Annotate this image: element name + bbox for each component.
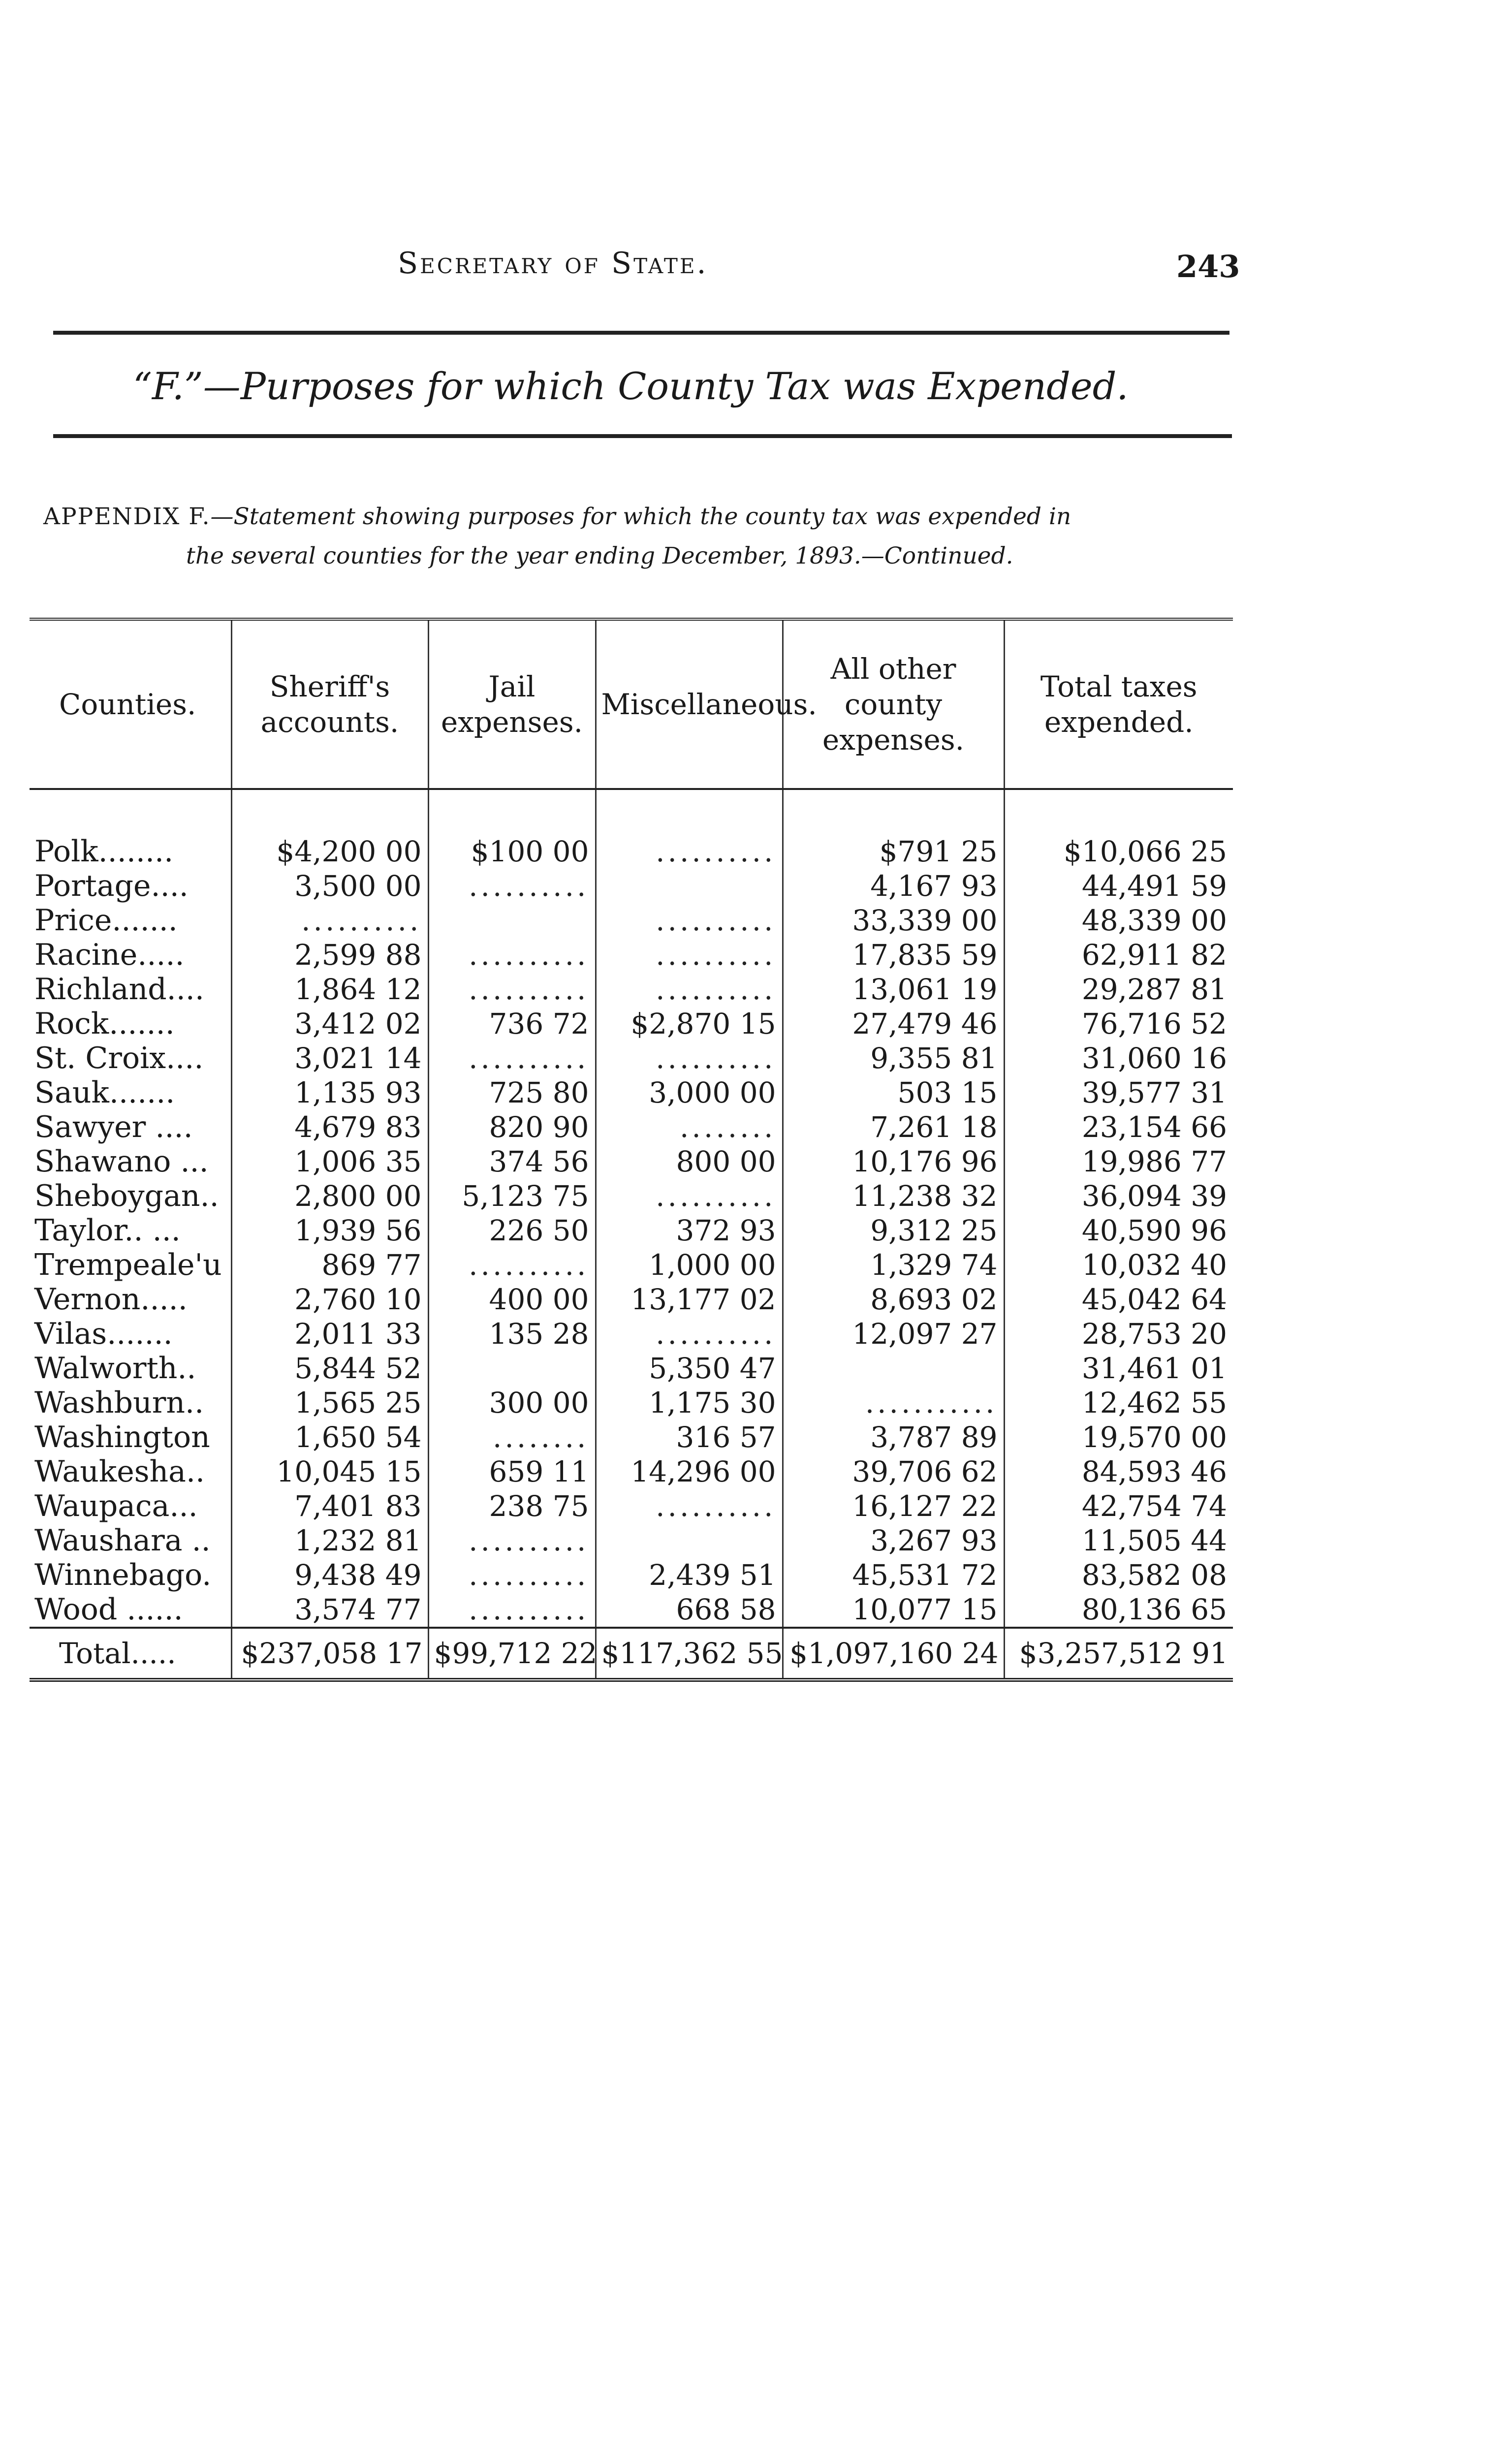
cell-other: 27,479 46 [783,1007,1004,1041]
cell-county: Price....... [34,903,178,938]
cell-other: 33,339 00 [783,903,1004,938]
cell-sheriffs: .......... [231,903,428,938]
table-row [30,1041,1233,1075]
running-title: Secretary of State. [398,246,708,281]
cell-total: 62,911 82 [1004,938,1233,972]
cell-sheriffs: 7,401 83 [231,1489,428,1523]
cell-county: Trempeale'u [34,1248,222,1282]
cell-other: 17,835 59 [783,938,1004,972]
cell-sheriffs: 2,011 33 [231,1317,428,1351]
cell-misc: .......... [596,1179,783,1213]
cell-sheriffs: 3,574 77 [231,1592,428,1628]
table-row [30,1248,1233,1282]
county-tax-table [30,618,1233,1682]
cell-county: Polk........ [34,834,174,869]
table-row [30,972,1233,1007]
cell-jail: 659 11 [428,1454,596,1489]
cell-jail: .......... [428,938,596,972]
table-row [30,1179,1233,1213]
cell-jail [428,1351,596,1386]
cell-misc: 372 93 [596,1213,783,1248]
cell-misc: 5,350 47 [596,1351,783,1386]
cell-misc: $2,870 15 [596,1007,783,1041]
cell-total: 39,577 31 [1004,1075,1233,1110]
table-row [30,1282,1233,1317]
cell-total: 19,570 00 [1004,1420,1233,1454]
cell-county: Rock....... [34,1007,175,1041]
cell-misc: 668 58 [596,1592,783,1628]
cell-misc: 1,175 30 [596,1386,783,1420]
table-row [30,1075,1233,1110]
cell-total: 45,042 64 [1004,1282,1233,1317]
cell-sheriffs: 869 77 [231,1248,428,1282]
cell-other: 3,787 89 [783,1420,1004,1454]
caption-line-1: —Statement showing purposes for which the county tax was expended in [210,503,1071,530]
cell-sheriffs: 3,021 14 [231,1041,428,1075]
cell-county: Sheboygan.. [34,1179,219,1213]
cell-jail: .......... [428,972,596,1007]
cell-misc: 14,296 00 [596,1454,783,1489]
table-row [30,1007,1233,1041]
page-number: 243 [1176,249,1240,284]
table-row [30,1317,1233,1351]
cell-sheriffs: 10,045 15 [231,1454,428,1489]
cell-jail [428,903,596,938]
col-header-total-taxes: Total taxes expended. [1004,619,1233,789]
cell-misc: .......... [596,1041,783,1075]
cell-other [783,1351,1004,1386]
table-row [30,903,1233,938]
cell-county: Racine..... [34,938,185,972]
cell-sheriffs: 9,438 49 [231,1558,428,1592]
total-jail: $99,712 22 [428,1628,596,1680]
cell-total: 28,753 20 [1004,1317,1233,1351]
rule-under-title [53,434,1232,438]
table-row [30,834,1233,869]
cell-other: 7,261 18 [783,1110,1004,1144]
cell-county: Wood ...... [34,1592,183,1627]
cell-jail: .......... [428,1041,596,1075]
total-misc: $117,362 55 [596,1628,783,1680]
cell-total: 31,461 01 [1004,1351,1233,1386]
cell-county: Waupaca... [34,1489,198,1523]
cell-jail: .......... [428,1248,596,1282]
cell-other: 4,167 93 [783,869,1004,903]
cell-county: Sauk....... [34,1075,175,1110]
cell-county: Washington [34,1420,210,1454]
cell-jail: $100 00 [428,834,596,869]
total-row [30,1628,1233,1680]
cell-county: St. Croix.... [34,1041,204,1075]
cell-county: Walworth.. [34,1351,196,1386]
cell-county: Vernon..... [34,1282,188,1317]
col-header-all-other: All other county expenses. [783,619,1004,789]
cell-total: 12,462 55 [1004,1386,1233,1420]
cell-jail: .......... [428,1523,596,1558]
col-header-jail-expenses: Jail expenses. [428,619,596,789]
table-row [30,1523,1233,1558]
cell-total: 23,154 66 [1004,1110,1233,1144]
table-row [30,938,1233,972]
cell-other: 12,097 27 [783,1317,1004,1351]
cell-jail: 226 50 [428,1213,596,1248]
total-label: Total..... [30,1628,231,1680]
caption-line-2: the several counties for the year ending December, 1893.—Continued. [186,542,1013,569]
section-title: “F.”—Purposes for which County Tax was Expended. [133,364,1129,408]
cell-total: 44,491 59 [1004,869,1233,903]
cell-misc: 1,000 00 [596,1248,783,1282]
cell-county: Winnebago. [34,1558,212,1592]
table-row [30,1592,1233,1628]
table-spacer [30,789,1233,834]
cell-other: $791 25 [783,834,1004,869]
table-row [30,869,1233,903]
cell-total: 48,339 00 [1004,903,1233,938]
cell-total: 76,716 52 [1004,1007,1233,1041]
cell-jail: 5,123 75 [428,1179,596,1213]
cell-jail: 238 75 [428,1489,596,1523]
cell-misc: .......... [596,1489,783,1523]
cell-jail: 820 90 [428,1110,596,1144]
col-header-sheriffs-accounts: Sheriff's accounts. [231,619,428,789]
table-row [30,1420,1233,1454]
cell-sheriffs: 5,844 52 [231,1351,428,1386]
cell-misc [596,1523,783,1558]
cell-county: Taylor.. ... [34,1213,181,1248]
table-row [30,1351,1233,1386]
cell-total: 10,032 40 [1004,1248,1233,1282]
cell-jail: ........ [428,1420,596,1454]
cell-misc [596,869,783,903]
cell-misc: 2,439 51 [596,1558,783,1592]
cell-sheriffs: 2,800 00 [231,1179,428,1213]
cell-other: 45,531 72 [783,1558,1004,1592]
cell-county: Sawyer .... [34,1110,193,1144]
rule-top [53,331,1229,335]
cell-misc: 3,000 00 [596,1075,783,1110]
cell-other: 39,706 62 [783,1454,1004,1489]
table-row [30,1110,1233,1144]
cell-sheriffs: 1,232 81 [231,1523,428,1558]
cell-jail: 135 28 [428,1317,596,1351]
cell-total: 42,754 74 [1004,1489,1233,1523]
cell-misc: .......... [596,938,783,972]
cell-other: 11,238 32 [783,1179,1004,1213]
cell-jail: 736 72 [428,1007,596,1041]
cell-other: 10,176 96 [783,1144,1004,1179]
cell-sheriffs: 1,864 12 [231,972,428,1007]
caption-lead: APPENDIX F. [43,503,211,530]
cell-sheriffs: 1,135 93 [231,1075,428,1110]
cell-county: Richland.... [34,972,204,1007]
cell-misc: 13,177 02 [596,1282,783,1317]
cell-sheriffs: 4,679 83 [231,1110,428,1144]
cell-misc: .......... [596,972,783,1007]
cell-jail: 374 56 [428,1144,596,1179]
cell-county: Waukesha.. [34,1454,205,1489]
cell-total: 19,986 77 [1004,1144,1233,1179]
cell-other: 8,693 02 [783,1282,1004,1317]
cell-other: 13,061 19 [783,972,1004,1007]
table-row [30,1454,1233,1489]
cell-total: 40,590 96 [1004,1213,1233,1248]
cell-jail: .......... [428,869,596,903]
cell-total: $10,066 25 [1004,834,1233,869]
cell-misc: .......... [596,903,783,938]
cell-sheriffs: 2,599 88 [231,938,428,972]
cell-misc: ........ [596,1110,783,1144]
cell-jail: 400 00 [428,1282,596,1317]
table-row [30,1213,1233,1248]
table-caption [43,497,1249,576]
cell-other: 16,127 22 [783,1489,1004,1523]
cell-misc: .......... [596,834,783,869]
cell-total: 36,094 39 [1004,1179,1233,1213]
table-row [30,1144,1233,1179]
total-other: $1,097,160 24 [783,1628,1004,1680]
cell-sheriffs: 3,412 02 [231,1007,428,1041]
cell-total: 83,582 08 [1004,1558,1233,1592]
cell-other: ........... [783,1386,1004,1420]
total-sheriffs: $237,058 17 [231,1628,428,1680]
cell-county: Vilas....... [34,1317,173,1351]
cell-sheriffs: 1,006 35 [231,1144,428,1179]
table-row [30,1558,1233,1592]
table-header [30,619,1233,789]
cell-sheriffs: 3,500 00 [231,869,428,903]
cell-total: 80,136 65 [1004,1592,1233,1628]
cell-sheriffs: 1,650 54 [231,1420,428,1454]
cell-other: 10,077 15 [783,1592,1004,1628]
cell-other: 503 15 [783,1075,1004,1110]
cell-county: Waushara .. [34,1523,211,1558]
cell-other: 9,355 81 [783,1041,1004,1075]
cell-county: Shawano ... [34,1144,209,1179]
cell-sheriffs: 1,565 25 [231,1386,428,1420]
cell-sheriffs: $4,200 00 [231,834,428,869]
cell-total: 31,060 16 [1004,1041,1233,1075]
cell-sheriffs: 1,939 56 [231,1213,428,1248]
table-row [30,1386,1233,1420]
cell-jail: 300 00 [428,1386,596,1420]
cell-misc: .......... [596,1317,783,1351]
cell-sheriffs: 2,760 10 [231,1282,428,1317]
cell-other: 9,312 25 [783,1213,1004,1248]
cell-misc: 316 57 [596,1420,783,1454]
table-footer [30,1628,1233,1680]
cell-jail: .......... [428,1558,596,1592]
table-row [30,1489,1233,1523]
col-header-counties: Counties. [30,619,231,789]
cell-jail: 725 80 [428,1075,596,1110]
cell-other: 1,329 74 [783,1248,1004,1282]
col-header-miscellaneous: Miscellaneous. [596,619,783,789]
cell-misc: 800 00 [596,1144,783,1179]
cell-total: 84,593 46 [1004,1454,1233,1489]
cell-other: 3,267 93 [783,1523,1004,1558]
total-taxes: $3,257,512 91 [1004,1628,1233,1680]
cell-total: 11,505 44 [1004,1523,1233,1558]
cell-county: Washburn.. [34,1386,204,1420]
table-body [30,789,1233,1628]
cell-jail: .......... [428,1592,596,1628]
header-row [30,619,1233,789]
cell-county: Portage.... [34,869,189,903]
cell-total: 29,287 81 [1004,972,1233,1007]
